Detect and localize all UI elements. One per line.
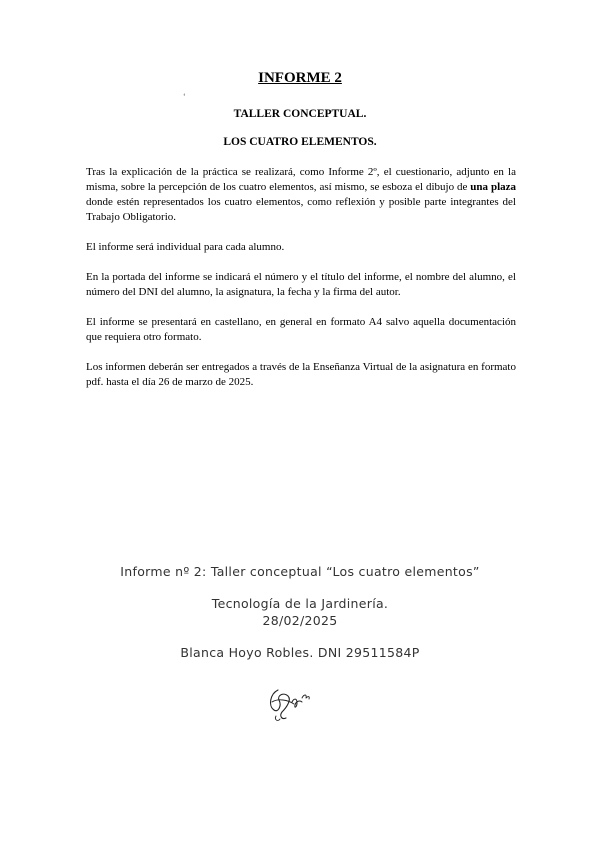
subtitle-taller: TALLER CONCEPTUAL. [233,108,367,120]
paragraph-cover: En la portada del informe se indicará el número y el título del informe, el nombre del alumno, el número del DNI del alumno, la asignatura, la fecha y la firma del autor. [86,271,516,298]
instructions-body [86,165,516,405]
footer-report-line: Informe nº 2: Taller conceptual “Los cuatro elementos” [120,564,480,579]
paragraph-intro-end: donde estén representados los cuatro elementos, como reflexión y posible parte integrantes del Trabajo Obligatorio. [86,196,516,223]
handwritten-signature-icon [264,682,324,726]
paragraph-language: El informe se presentará en castellano, en general en formato A4 salvo aquella documentación que requiera otro formato. [86,316,516,343]
paragraph-delivery: Los informen deberán ser entregados a través de la Enseñanza Virtual de la asignatura en formato pdf. hasta el día 26 de marzo de 2025. [86,361,516,388]
paragraph-individual: El informe será individual para cada alumno. [86,241,285,253]
subtitle-elementos: LOS CUATRO ELEMENTOS. [223,136,377,148]
footer-subject: Tecnología de la Jardinería. [211,596,389,611]
paragraph-intro-bold: una plaza [470,181,517,193]
footer-author: Blanca Hoyo Robles. DNI 29511584P [180,645,420,660]
page-title: INFORME 2 [258,70,342,86]
cover-footer [0,563,600,661]
paragraph-intro [86,165,516,225]
footer-date: 28/02/2025 [262,613,338,628]
stray-mark: ‘ [183,92,186,101]
paragraph-intro-start: Tras la explicación de la práctica se realizará, como Informe 2º, el cuestionario, adjunto en la misma, sobre la percepción de los cuatro elementos, así mismo, se esboza el dibujo de [86,166,516,193]
